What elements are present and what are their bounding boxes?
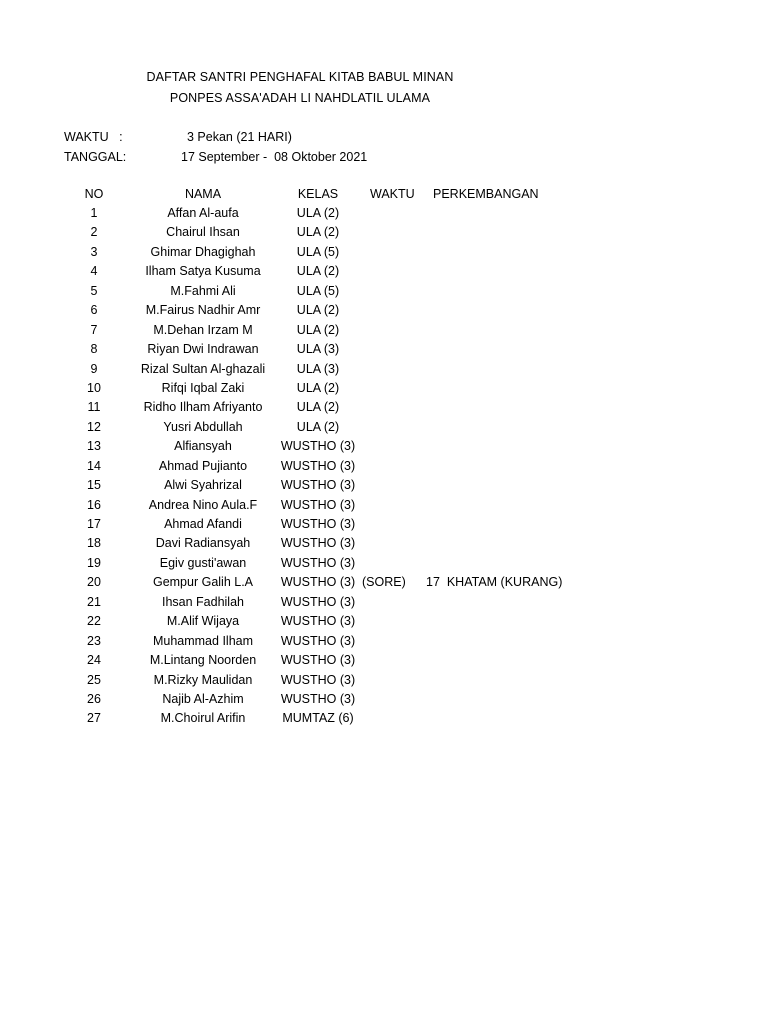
student-name: Gempur Galih L.A xyxy=(152,575,254,590)
student-name: Davi Radiansyah xyxy=(155,536,251,551)
student-name: Ihsan Fadhilah xyxy=(161,594,244,609)
student-class: ULA (2) xyxy=(296,380,340,395)
row-number: 18 xyxy=(87,536,101,551)
row-number: 2 xyxy=(90,225,98,240)
table-row xyxy=(0,323,768,342)
row-number: 25 xyxy=(87,672,101,687)
column-header-kelas: KELAS xyxy=(297,187,339,201)
row-number: 7 xyxy=(90,322,98,337)
student-class: WUSTHO (3) xyxy=(280,633,356,648)
student-class: MUMTAZ (6) xyxy=(282,711,354,726)
student-class: ULA (5) xyxy=(296,283,340,298)
waktu-value: 3 Pekan (21 HARI) xyxy=(187,130,292,144)
student-name: M.Alif Wijaya xyxy=(166,614,240,629)
student-name: Najib Al-Azhim xyxy=(162,691,244,706)
tanggal-label: TANGGAL: xyxy=(64,150,127,164)
student-class: WUSTHO (3) xyxy=(280,672,356,687)
table-row xyxy=(0,673,768,692)
row-number: 19 xyxy=(87,555,101,570)
student-class: ULA (5) xyxy=(296,244,340,259)
row-number: 11 xyxy=(87,400,101,415)
table-row xyxy=(0,575,768,594)
table-row xyxy=(0,634,768,653)
student-class: WUSTHO (3) xyxy=(280,575,356,590)
row-number: 14 xyxy=(87,458,101,473)
table-row xyxy=(0,206,768,225)
table-row xyxy=(0,517,768,536)
document-subtitle: PONPES ASSA'ADAH LI NAHDLATIL ULAMA xyxy=(169,91,431,105)
table-row xyxy=(0,498,768,517)
table-row xyxy=(0,303,768,322)
row-number: 27 xyxy=(87,711,101,726)
row-number: 20 xyxy=(87,575,101,590)
student-name: Egiv gusti'awan xyxy=(159,555,247,570)
table-row xyxy=(0,420,768,439)
student-name: M.Fairus Nadhir Amr xyxy=(145,303,261,318)
table-row xyxy=(0,381,768,400)
student-name: Muhammad Ilham xyxy=(152,633,254,648)
table-row xyxy=(0,342,768,361)
student-name: M.Choirul Arifin xyxy=(160,711,246,726)
row-number: 26 xyxy=(87,691,101,706)
table-row xyxy=(0,614,768,633)
student-class: ULA (2) xyxy=(296,322,340,337)
column-header-waktu: WAKTU xyxy=(370,187,415,201)
row-number: 15 xyxy=(87,478,101,493)
student-name: Ahmad Afandi xyxy=(164,517,242,531)
row-number: 22 xyxy=(87,614,101,629)
column-header-no: NO xyxy=(84,187,104,201)
row-number: 3 xyxy=(90,244,98,259)
table-row xyxy=(0,362,768,381)
row-number: 10 xyxy=(87,380,101,395)
table-row xyxy=(0,556,768,575)
row-number: 8 xyxy=(90,342,98,357)
student-name: M.Dehan Irzam M xyxy=(153,322,253,337)
table-row xyxy=(0,595,768,614)
student-name: Affan Al-aufa xyxy=(167,206,239,220)
row-number: 5 xyxy=(90,283,98,298)
row-number: 23 xyxy=(87,633,101,648)
row-number: 21 xyxy=(87,594,101,609)
table-row xyxy=(0,459,768,478)
student-name: Yusri Abdullah xyxy=(163,419,243,434)
table-row xyxy=(0,400,768,419)
table-row xyxy=(0,284,768,303)
row-number: 1 xyxy=(90,206,98,220)
tanggal-value: 17 September - 08 Oktober 2021 xyxy=(181,150,368,164)
student-class: WUSTHO (3) xyxy=(280,536,356,551)
student-name: Ahmad Pujianto xyxy=(158,458,248,473)
student-class: ULA (2) xyxy=(296,303,340,318)
student-class: WUSTHO (3) xyxy=(280,691,356,706)
row-number: 6 xyxy=(90,303,98,318)
student-name: M.Fahmi Ali xyxy=(170,283,236,298)
student-class: WUSTHO (3) xyxy=(280,555,356,570)
student-name: Ghimar Dhagighah xyxy=(150,244,256,259)
row-number: 16 xyxy=(87,497,101,512)
student-class: WUSTHO (3) xyxy=(280,439,356,454)
student-name: Rizal Sultan Al-ghazali xyxy=(140,361,266,376)
student-class: WUSTHO (3) xyxy=(280,614,356,629)
student-class: WUSTHO (3) xyxy=(280,653,356,668)
row-number: 4 xyxy=(90,264,98,279)
student-class: WUSTHO (3) xyxy=(280,458,356,473)
student-class: WUSTHO (3) xyxy=(280,497,356,512)
table-row xyxy=(0,653,768,672)
student-class: ULA (2) xyxy=(296,225,340,240)
column-header-nama: NAMA xyxy=(184,187,222,201)
table-row xyxy=(0,264,768,283)
student-name: Alwi Syahrizal xyxy=(164,478,242,493)
column-header-perkembangan: PERKEMBANGAN xyxy=(433,187,539,201)
row-number: 12 xyxy=(87,419,101,434)
table-row xyxy=(0,536,768,555)
student-progress: 17 KHATAM (KURANG) xyxy=(426,575,563,590)
student-class: ULA (2) xyxy=(296,264,340,279)
table-row xyxy=(0,711,768,730)
student-table xyxy=(0,206,768,731)
student-class: ULA (2) xyxy=(296,419,340,434)
student-name: Ridho Ilham Afriyanto xyxy=(143,400,263,415)
table-row xyxy=(0,245,768,264)
table-row xyxy=(0,478,768,497)
student-class: WUSTHO (3) xyxy=(280,517,356,531)
student-name: Rifqi Iqbal Zaki xyxy=(161,380,245,395)
table-row xyxy=(0,692,768,711)
student-class: ULA (3) xyxy=(296,342,340,357)
student-name: M.Lintang Noorden xyxy=(149,653,257,668)
student-class: ULA (2) xyxy=(296,400,340,415)
table-row xyxy=(0,439,768,458)
document-title: DAFTAR SANTRI PENGHAFAL KITAB BABUL MINAN xyxy=(146,70,454,84)
student-class: ULA (3) xyxy=(296,361,340,376)
row-number: 9 xyxy=(90,361,98,376)
student-name: Riyan Dwi Indrawan xyxy=(147,342,259,357)
student-class: WUSTHO (3) xyxy=(280,594,356,609)
student-name: Chairul Ihsan xyxy=(166,225,240,240)
student-name: Ilham Satya Kusuma xyxy=(145,264,261,279)
row-number: 13 xyxy=(87,439,101,454)
student-class: WUSTHO (3) xyxy=(280,478,356,493)
student-name: Andrea Nino Aula.F xyxy=(148,497,258,512)
row-number: 17 xyxy=(87,517,101,531)
row-number: 24 xyxy=(87,653,101,668)
waktu-label: WAKTU : xyxy=(64,130,123,144)
student-time: (SORE) xyxy=(362,575,406,590)
student-class: ULA (2) xyxy=(296,206,340,220)
student-name: M.Rizky Maulidan xyxy=(153,672,253,687)
student-name: Alfiansyah xyxy=(174,439,232,454)
table-row xyxy=(0,225,768,244)
